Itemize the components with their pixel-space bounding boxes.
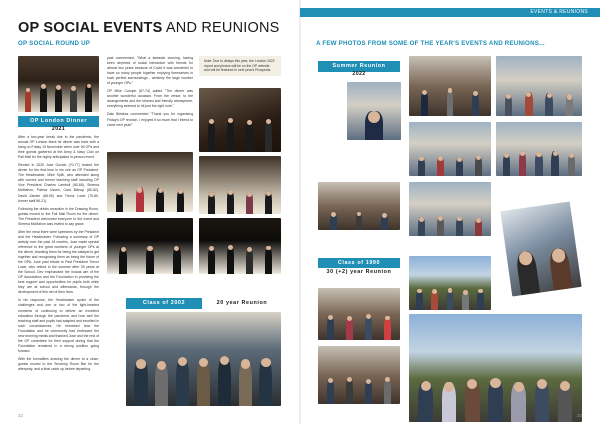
article-paragraph: After a two-year break due to the pandemic, the annual OP London black tie dinner was back with a bang on Friday 19 November when over 90 OPs and their guests gathered at the Army & Navy Club on Pall Mall for the highly anticipated in-person event. [18,135,99,160]
article-column-1 [18,135,99,375]
article-paragraph: Elected in 2020 Jose Gozalo (70-77) hosted the dinner for the first time in his role as OP President. The Headmaster, Mike Spilli, who attended along with current and former teaching staff including OP Vice President Charles Lamboll (80-88), Sheena McMahon, Patrick Ussen, Cara Bishop (80-82), David Zander (88-95) and Trevor Lowe (70-80, former staff 86-21). [18,163,99,203]
article-paragraph: After the meal there were speeches by the President and the Headmaster. Following a summary of OP activity over the past 18 months, Jose made special reference to the great numbers of younger OPs at the dinner, thanking them for being the catalyst to get together and recognising them as being the future of the OPA. Jose paid tribute to Past President Trevor Lowe, who retired in the summer after 35 years at the School. Dev emphasised the mutual aim of the OP Association and the Foundation in providing the best support and opportunities for pupils both while they are at school and afterwards, through the development of this net of their lives. [18,229,99,295]
class-1990-garden-photo [409,314,582,422]
article-paragraph: With the formalities drawing the dinner to a close, guests moved to the Smoking Room Bar for the afterparty, and a final catch up before departing. [18,356,99,372]
class-1990-pub-photo [318,346,400,404]
summer-lunch-photo [318,182,400,230]
dinner-table-2-photo [199,156,281,214]
class-2002-group-photo [126,312,281,406]
london-dinner-year: 2021 [51,126,66,132]
summer-reunion-banner: Summer Reunion [318,61,400,72]
summer-group-photo [496,122,582,176]
summer-speaker-photo [347,82,401,140]
section-header-label: EVENTS & REUNIONS [530,9,588,15]
article-paragraph: Following the drinks reception in the Drawing Room, guests moved to the Fall Mall Room for the dinner. The President welcomed everyone to the event and Sheena McMahon was invited to say grace. [18,206,99,226]
dinner-group-photo [199,88,281,152]
page-number-left: 32 [18,413,24,418]
left-section-heading: OP SOCIAL ROUND UP [18,40,91,47]
guests-suits-photo [107,218,193,274]
class-2002-title: 20 year Reunion [204,298,280,309]
class-2002-tag: Class of 2002 [126,298,202,309]
summer-bar-photo [409,56,491,116]
london-dinner-title: OP London Dinner [29,118,88,124]
london-dinner-photo [18,56,99,112]
dinner-table-photo [107,152,193,212]
selfie-photo [500,202,581,297]
summer-dining-photo [409,182,491,236]
article-paragraph: past commented, "What a fantastic evening, having been deprived of social interaction with friends for almost two years because of Covid it was wonderful to have so many people together enjoying themselves in such perfect surroundings - certainly the large number of younger OPs." [107,56,193,86]
note-box: Note: Due to delays this year, the London 2022 report and photos will be on the OP website and will be featured in next year's Prospects. [199,56,281,76]
spread-gutter [299,0,301,424]
class-1990-title: Class of 1990 [337,260,381,266]
class-1990-outdoor-photo [409,256,491,310]
article-paragraph: Dale Bleakes commented "Thank you for organising Friday's OP reunion. I enjoyed it so much that I intend to come next year!" [107,112,193,127]
summer-reunion-year: 2022 [352,71,366,77]
page-number-right: 33 [576,413,582,418]
section-header-bar [300,8,600,17]
article-paragraph: OP Mike Cumpin (67-74) added "The dinner was another wonderful occasion. From the venue, to the arrangements and the relaxed and friendly atmosphere, everything seemed to hit just the right note." [107,89,193,109]
summer-tables-photo [409,122,491,176]
class-1990-banner [318,258,400,277]
title-thin: AND REUNIONS [165,20,280,36]
article-paragraph: In his response, the Headmaster spoke of the challenges and one or two of the light-hearted moments of continuing to deliver an excellent education through the pandemic and how well the teaching staff and pupils had adapted and excelled in such circumstances. He remarked how the Foundation and he community had embraced the new morning meals and thanked Jose and the rest of the OP committee for their support during that the Foundation remained in a strong position going forward. [18,298,99,353]
class-1990-group-photo [318,288,400,340]
summer-hall-photo [496,56,582,116]
page-title [18,20,280,36]
class-1990-subtitle: 30 (+2) year Reunion [318,268,400,277]
article-column-2 [107,56,193,131]
right-section-heading: A FEW PHOTOS FROM SOME OF THE YEAR'S EVENTS AND REUNIONS... [316,40,545,47]
guests-group-photo [199,218,281,274]
title-bold: OP SOCIAL EVENTS [18,20,163,36]
